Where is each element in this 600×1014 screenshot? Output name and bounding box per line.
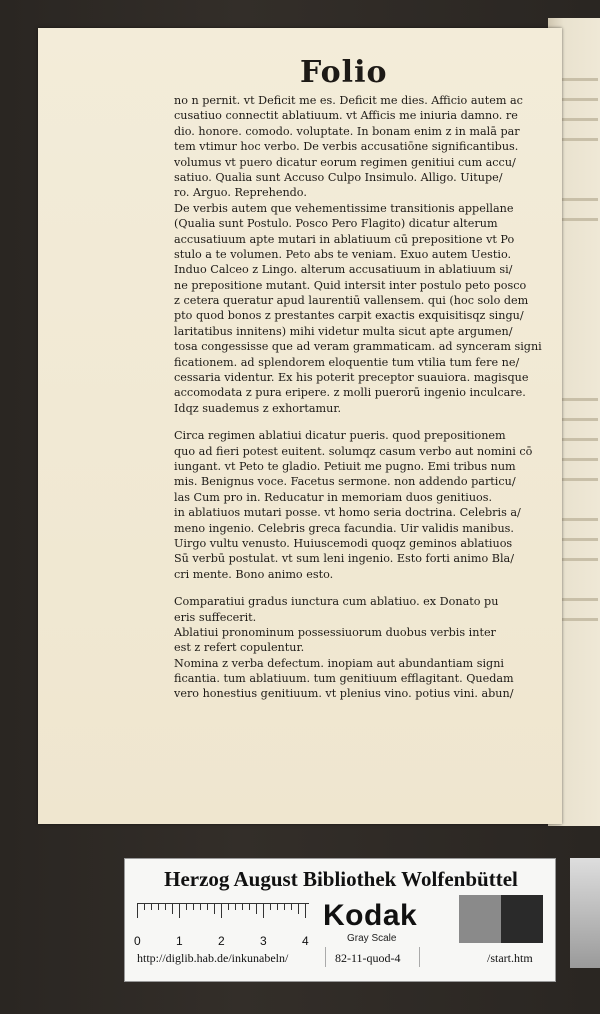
text-line: ro. Arguo. Reprehendo. [174, 186, 307, 200]
text-line: in ablatiuos mutari posse. vt homo seria doctrina. Celebris a/ [174, 506, 521, 520]
text-line: z cetera queratur apud laurentiū vallensem. qui (hoc solo dem [174, 294, 529, 308]
ruler-label: 3 [260, 934, 267, 948]
text-line: accomodata z pura eripere. z molli puerorū ingenio inculcare. [174, 386, 526, 400]
url-base: http://diglib.hab.de/inkunabeln/ [137, 951, 289, 965]
library-color-card [124, 858, 556, 982]
gray-patch-mid [459, 895, 501, 943]
text-line: (Qualia sunt Postulo. Posco Pero Flagito) dicatur alterum [174, 217, 498, 231]
start-link: /start.htm [487, 951, 533, 965]
text-line: ficationem. ad splendorem eloquentie tum vtilia tum fere ne/ [174, 355, 520, 369]
text-line: tem vtimur hoc verbo. De verbis accusatiōne significantibus. [174, 140, 519, 154]
gray-patch-dark [501, 895, 543, 943]
text-line: est z refert copulentur. [174, 641, 305, 655]
text-line: ficantia. tum ablatiuum. tum genitiuum efflagitant. Quedam [174, 672, 514, 686]
ruler-label: 2 [218, 934, 225, 948]
ruler-label: 0 [134, 934, 141, 948]
text-line: Ablatiui pronominum possessiuorum duobus verbis inter [174, 625, 496, 639]
text-line: Sū verbū postulat. vt sum leni ingenio. Esto forti animo Bla/ [174, 552, 514, 566]
text-line: vero honestius genitiuum. vt plenius vino. potius vini. abun/ [174, 687, 514, 701]
text-line: satiuo. Qualia sunt Accuso Culpo Insimulo. Alligo. Uitupe/ [174, 170, 503, 184]
text-line: De verbis autem que vehementissime transitionis appellane [174, 201, 514, 215]
text-line: Nomina z verba defectum. inopiam aut abundantiam signi [174, 656, 504, 670]
kodak-logo: Kodak [323, 899, 418, 932]
text-line: laritatibus innitens) mihi videtur multa sicut apte argumen/ [174, 324, 513, 338]
library-name: Herzog August Bibliothek Wolfenbüttel [164, 867, 518, 891]
text-line: mis. Benignus voce. Facetus sermone. non addendo particu/ [174, 475, 516, 489]
text-line: Induo Calceo z Lingo. alterum accusatiuum in ablatiuum si/ [174, 263, 513, 277]
text-line: tosa congessisse que ad veram grammaticam. ad synceram signi [174, 340, 542, 354]
text-line: dio. honore. comodo. voluptate. In bonam enim z in malā par [174, 124, 520, 138]
color-card-edge [570, 858, 600, 968]
text-line: Circa regimen ablatiui dicatur pueris. quod prepositionem [174, 429, 506, 443]
text-line: las Cum pro in. Reducatur in memoriam duos genitiuos. [174, 490, 493, 504]
text-line: volumus vt puero dicatur eorum regimen genitiui cum accu/ [174, 155, 516, 169]
ruler-label: 4 [302, 934, 309, 948]
text-line: pto quod bonos z prestantes carpit exactis exquisitisqz singu/ [174, 309, 524, 323]
text-line: cessaria videntur. Ex his poterit preceptor suauiora. magisque [174, 371, 529, 385]
text-line: Idqz suademus z exhortamur. [174, 401, 342, 415]
text-line: Comparatiui gradus iunctura cum ablatiuo. ex Donato pu [174, 595, 499, 609]
text-line: iungant. vt Peto te gladio. Petiuit me pugno. Emi tribus num [174, 459, 516, 473]
text-line: ne prepositione mutant. Quid intersit inter postulo peto posco [174, 278, 527, 292]
gray-scale-label: Gray Scale [347, 933, 397, 944]
text-line: cusatiuo connectit ablatiuum. vt Afficis me iniuria damno. re [174, 109, 518, 123]
text-line: no n pernit. vt Deficit me es. Deficit me dies. Afficio autem ac [174, 94, 523, 107]
scale-ruler [134, 903, 309, 948]
text-line: accusatiuum apte mutari in ablatiuum cū prepositione vt Po [174, 232, 515, 246]
text-line: eris suffecerit. [174, 610, 257, 624]
text-line: Uirgo vultu venusto. Huiuscemodi quoqz geminos ablatiuos [174, 536, 513, 550]
text-line: quo ad fieri potest euitent. solumqz casum verbo aut nomini cō [174, 444, 533, 458]
text-line: cri mente. Bono animo esto. [174, 567, 334, 581]
text-line: stulo a te volumen. Peto abs te veniam. Exuo autem Uestio. [174, 247, 512, 261]
shelfmark: 82-11-quod-4 [335, 951, 401, 965]
ruler-label: 1 [176, 934, 183, 948]
page-text [174, 93, 542, 702]
text-line: meno ingenio. Celebris greca facundia. Uir validis manibus. [174, 521, 514, 535]
page-header: Folio [300, 55, 388, 90]
